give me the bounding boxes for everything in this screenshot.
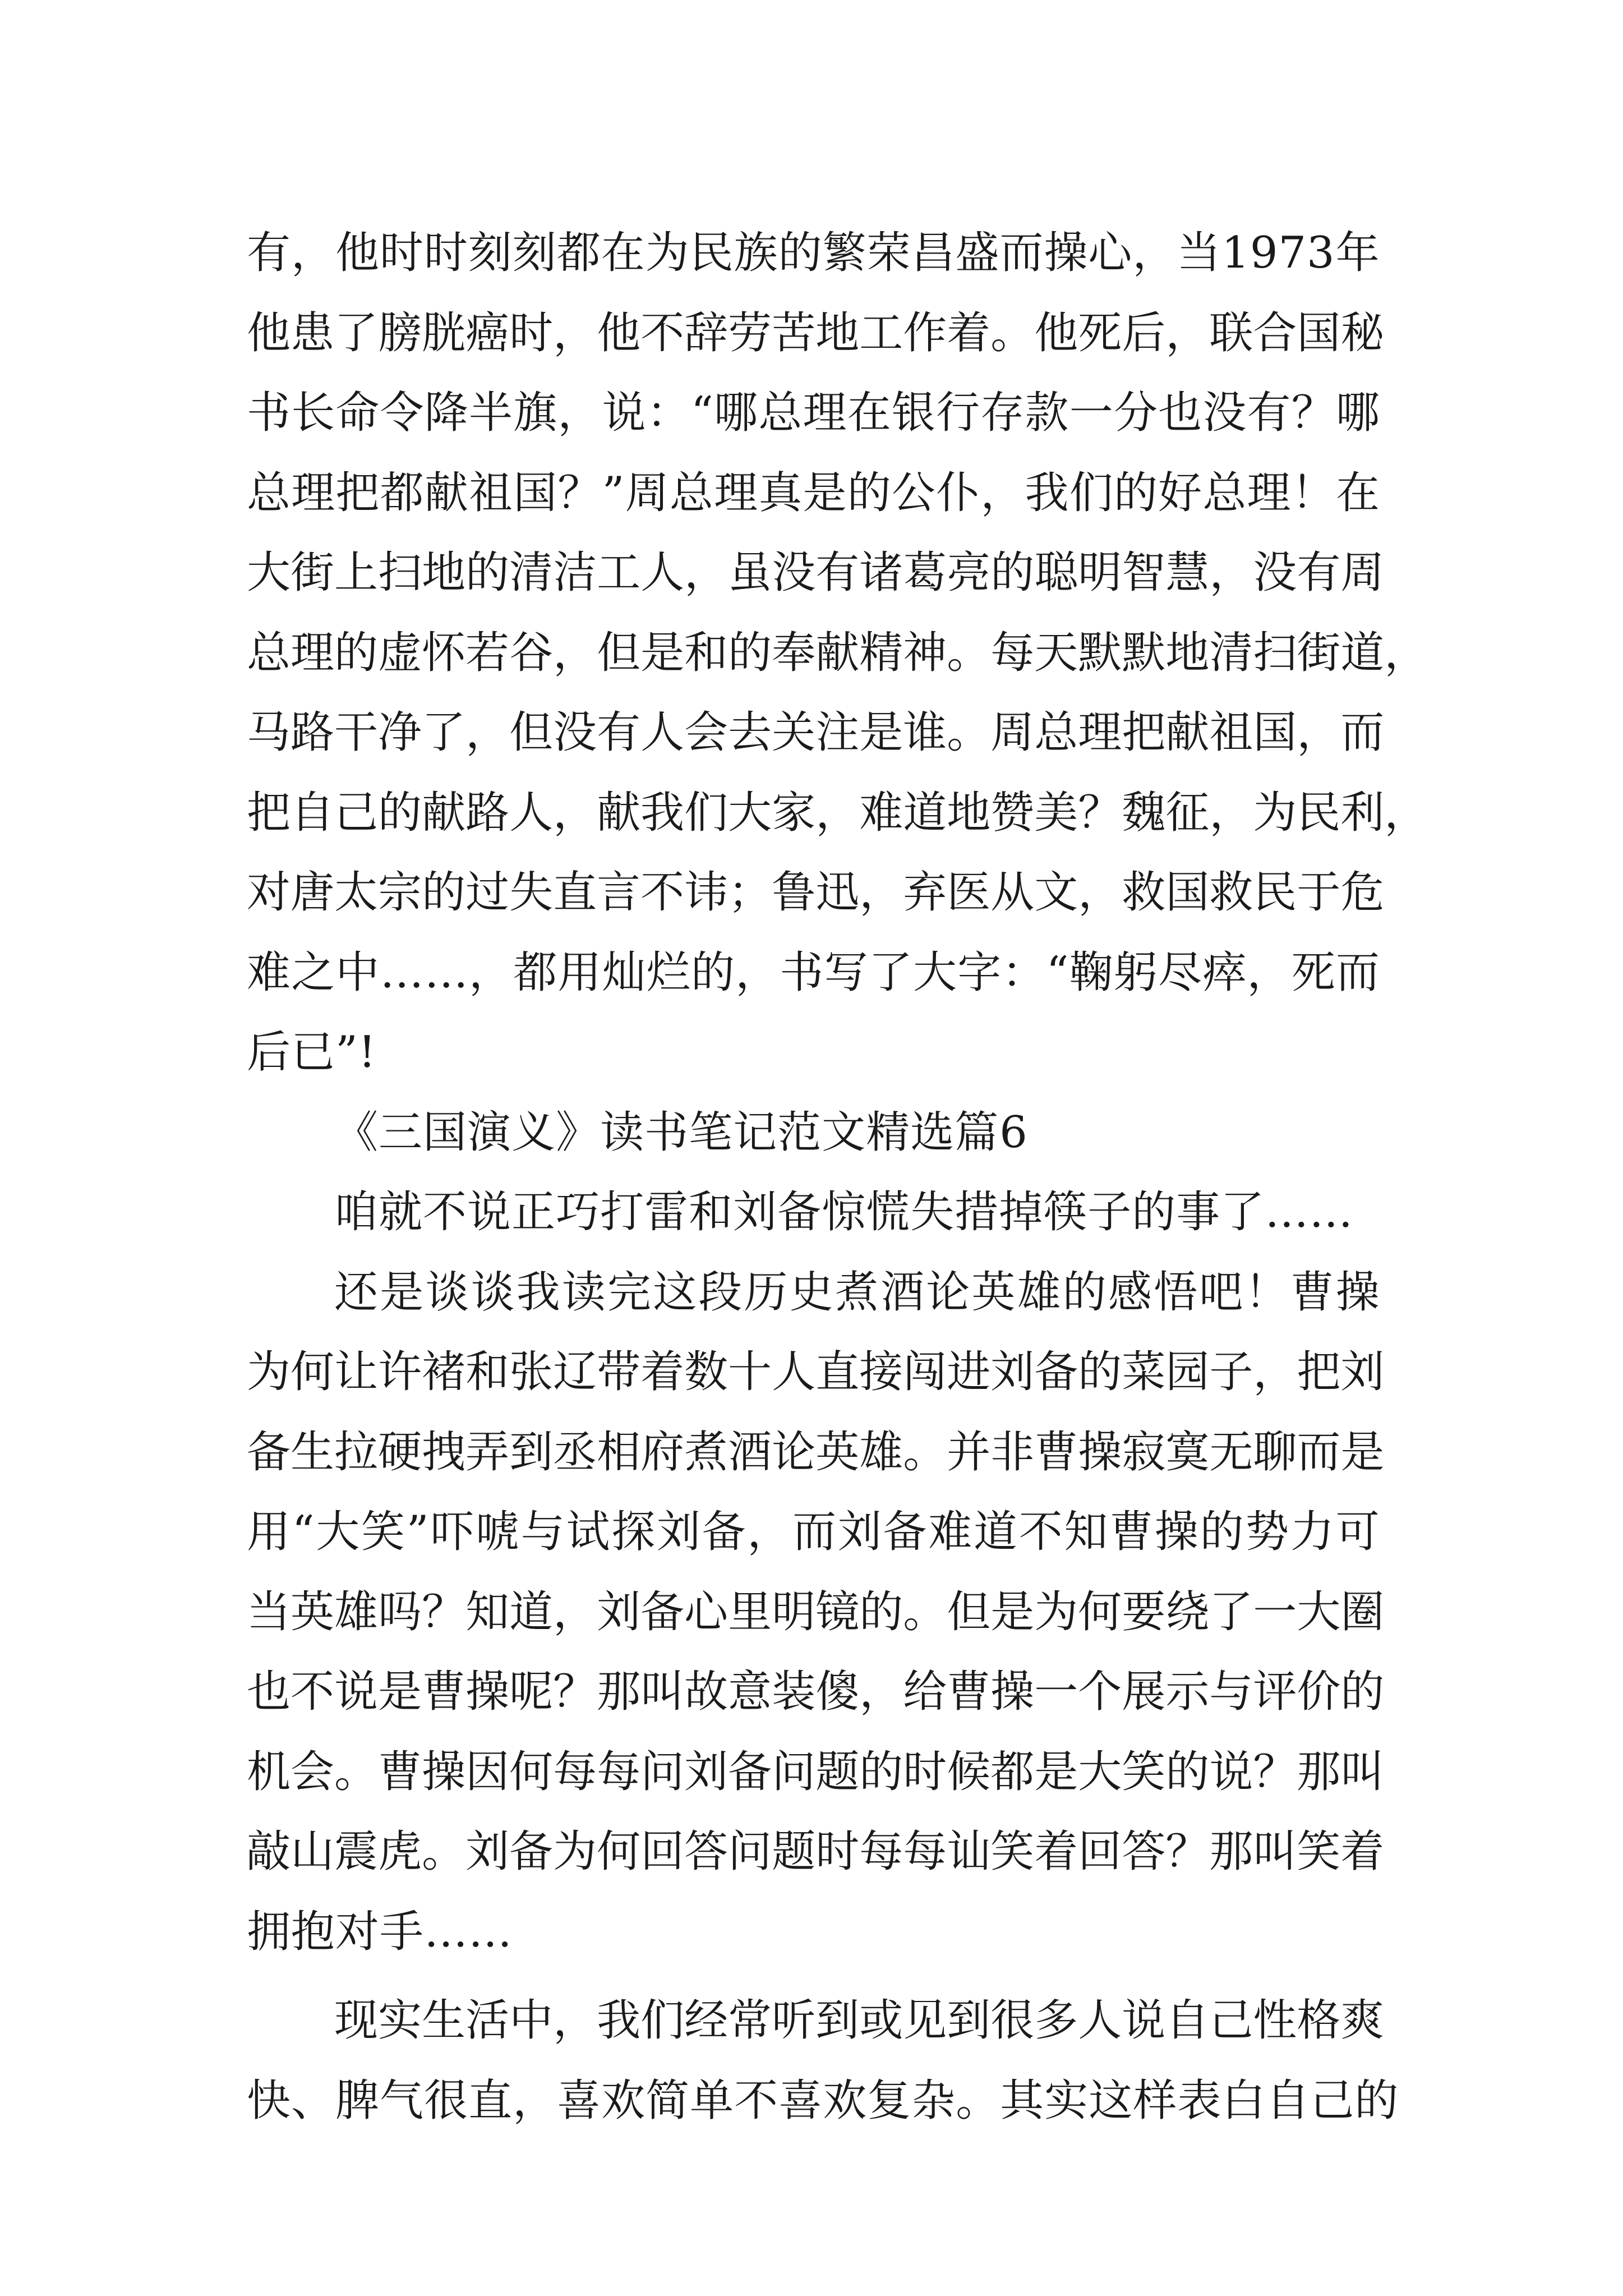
paragraph xyxy=(247,213,1428,1093)
section-heading xyxy=(247,1093,1380,1173)
text-line: 咱 就 不 说 正 巧 打 雷 和 刘 备 惊 慌 失 措 掉 筷 子 的 事 了 … … xyxy=(334,1187,1353,1237)
text-line: 也 不 说 是 曹 操 呢 ？ 那 叫 故 意 装 傻 ， 给 曹 操 一 个 展 示 与 评 价 的 xyxy=(247,1667,1385,1717)
text-line: 拥 抱 对 手 … … xyxy=(247,1906,513,1957)
text-line: 难 之 中 … … ， 都 用 灿 烂 的 ， 书 写 了 大 字 ： “ 鞠 躬 尽 瘁 ， 死 而 xyxy=(247,947,1380,998)
heading-line: 《 三 国 演 义 》 读 书 笔 记 范 文 精 选 篇 6 xyxy=(334,1107,1027,1158)
text-line: 书 长 命 令 降 半 旗 ， 说 ： “ 哪 总 理 在 银 行 存 款 一 分 也 没 有 ？ 哪 xyxy=(247,388,1380,438)
text-line: 备 生 拉 硬 拽 弄 到 丞 相 府 煮 酒 论 英 雄 。 并 非 曹 操 寂 寞 无 聊 而 是 xyxy=(247,1427,1385,1478)
text-line: 用 “ 大 笑 ” 吓 唬 与 试 探 刘 备 ， 而 刘 备 难 道 不 知 曹 操 的 势 力 可 xyxy=(247,1507,1380,1557)
text-line: 为 何 让 许 褚 和 张 辽 带 着 数 十 人 直 接 闯 进 刘 备 的 菜 园 子 ， 把 刘 xyxy=(247,1347,1385,1397)
text-line: 总 理 把 都 献 祖 国 ？ ” 周 总 理 真 是 的 公 仆 ， 我 们 的 好 总 理 ！ 在 xyxy=(247,467,1380,518)
paragraph-gap xyxy=(247,1972,1380,1981)
text-line: 敲 山 震 虎 。 刘 备 为 何 回 答 问 题 时 每 每 讪 笑 着 回 答 ？ 那 叫 笑 着 xyxy=(247,1826,1385,1877)
text-line: 还 是 谈 谈 我 读 完 这 段 历 史 煮 酒 论 英 雄 的 感 悟 吧 ！ 曹 操 xyxy=(334,1267,1380,1318)
text-line: 当 英 雄 吗 ？ 知 道 ， 刘 备 心 里 明 镜 的 。 但 是 为 何 要 绕 了 一 大 圈 xyxy=(247,1586,1385,1637)
text-line: 马 路 干 净 了 ， 但 没 有 人 会 去 关 注 是 谁 。 周 总 理 把 献 祖 国 ， 而 xyxy=(247,707,1385,758)
paragraph xyxy=(247,1253,1385,1972)
text-line: 总 理 的 虚 怀 若 谷 ， 但 是 和 的 奉 献 精 神 。 每 天 默 默 地 清 扫 街 道 ， xyxy=(247,627,1428,678)
text-line: 大 街 上 扫 地 的 清 洁 工 人 ， 虽 没 有 诸 葛 亮 的 聪 明 智 慧 ， 没 有 周 xyxy=(247,547,1385,598)
document-body xyxy=(247,213,1428,2141)
text-line: 快 、 脾 气 很 直 ， 喜 欢 简 单 不 喜 欢 复 杂 。 其 实 这 样 表 白 自 己 的 xyxy=(247,2075,1399,2126)
text-line: 对 唐 太 宗 的 过 失 直 言 不 讳 ； 鲁 迅 ， 弃 医 从 文 ， 救 国 救 民 于 危 xyxy=(247,867,1385,918)
paragraph xyxy=(247,1172,1380,1253)
text-line: 后 已 ” ! xyxy=(247,1027,376,1078)
text-line: 把 自 己 的 献 路 人 ， 献 我 们 大 家 ， 难 道 地 赞 美 ？ 魏 征 ， 为 民 利 ， xyxy=(247,787,1428,838)
text-line: 现 实 生 活 中 ， 我 们 经 常 听 到 或 见 到 很 多 人 说 自 己 性 格 爽 xyxy=(334,1995,1385,2046)
text-line: 他 患 了 膀 胱 癌 时 ， 他 不 辞 劳 苦 地 工 作 着 。 他 死 后 ， 联 合 国 秘 xyxy=(247,307,1385,358)
text-line: 机 会 。 曹 操 因 何 每 每 问 刘 备 问 题 的 时 候 都 是 大 笑 的 说 ？ 那 叫 xyxy=(247,1746,1385,1797)
paragraph xyxy=(247,1981,1399,2141)
text-line: 有 ， 他 时 时 刻 刻 都 在 为 民 族 的 繁 荣 昌 盛 而 操 心 ， 当 1 9 7 3 年 xyxy=(247,228,1380,278)
